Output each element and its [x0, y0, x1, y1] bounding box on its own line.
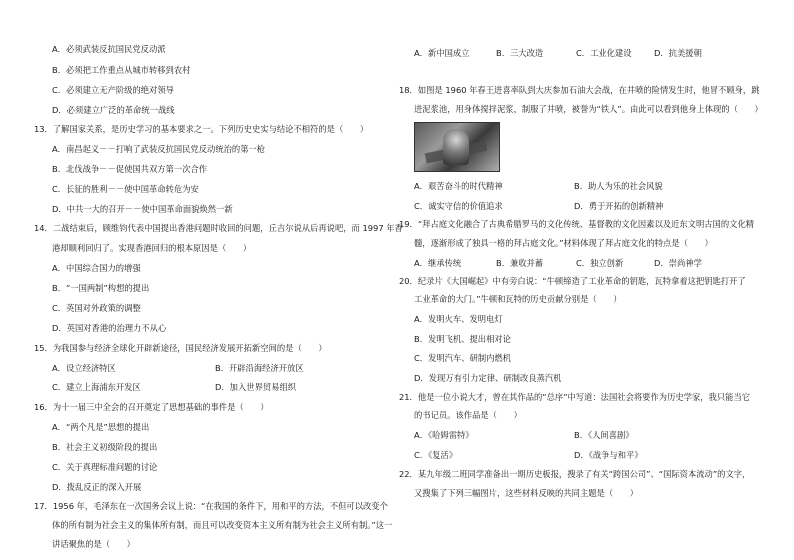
q19-stem-line2: 髓，逐渐形成了独具一格的拜占庭文化。”材料体现了拜占庭文化的特点是（ ）: [414, 238, 713, 248]
q17-option-b: B．三大改造: [496, 48, 544, 58]
q21-option-b: B．《人间喜剧》: [574, 430, 634, 440]
q20-option-a: A．发明火车、发明电灯: [414, 314, 503, 324]
q19-stem-line1: 19．“拜占庭文化融合了古典希腊罗马的文化传统、基督教的文化因素以及近东文明古国的文化精: [399, 219, 755, 229]
q14-stem-line1: 14．二战结束后，顾维钧代表中国提出香港问题时收回的问题，丘吉尔说从后再说吧，而 1997 年香: [34, 223, 403, 233]
q12-option-c: C．必须建立无产阶级的绝对领导: [52, 85, 174, 95]
q13-stem: 13．了解国家关系，是历史学习的基本要求之一。下列历史史实与结论不相符的是（ ）: [34, 124, 369, 134]
q15-option-a: A．设立经济特区: [52, 363, 116, 373]
q15-option-d: D．加入世界贸易组织: [215, 382, 297, 392]
q13-option-d: D．中共一大的召开－－使中国革命面貌焕然一新: [52, 204, 233, 214]
q18-option-b: B．助人为乐的社会风貌: [574, 181, 663, 191]
q16-option-a: A．“两个凡是”思想的提出: [52, 422, 150, 432]
q14-option-c: C．英国对外政策的调整: [52, 303, 141, 313]
q21-stem-line2: 的书记员。该作品是（ ）: [414, 410, 522, 420]
q17-stem-line2: 体的所有制为社会主义的集体所有制，而且可以改变资本主义所有制为社会主义所有制。”这一: [52, 520, 393, 530]
q20-option-d: D．发现万有引力定律、研制改良蒸汽机: [414, 373, 562, 383]
q13-option-b: B．北伐战争－－促使国共双方第一次合作: [52, 164, 208, 174]
q17-option-c: C．工业化建设: [576, 48, 632, 58]
q17-option-d: D．抗美援朝: [654, 48, 702, 58]
q15-option-c: C．建立上海浦东开发区: [52, 382, 141, 392]
q19-option-a: A．继承传统: [414, 258, 462, 268]
q20-option-c: C．发明汽车、研制内燃机: [414, 353, 512, 363]
q15-stem: 15．为我国参与经济全球化开辟新途径，国民经济发展开拓新空间的是（ ）: [34, 343, 327, 353]
q14-option-a: A．中国综合国力的增强: [52, 263, 141, 273]
q17-stem-line3: 讲话聚焦的是（ ）: [52, 539, 135, 549]
q17-option-a: A．新中国成立: [414, 48, 470, 58]
q18-stem-line2: 进泥浆池，用身体搅拌泥浆，制服了井喷，被誉为“铁人”。由此可以看到他身上体现的（ ）: [414, 104, 763, 114]
q12-option-a: A．必须武装反抗国民党反动派: [52, 44, 166, 54]
q12-option-b: B．必须把工作重点从城市转移到农村: [52, 65, 191, 75]
q21-option-a: A．《哈姆雷特》: [414, 430, 474, 440]
q14-stem-line2: 港却顺利回归了。实现香港回归的根本原因是（ ）: [52, 243, 252, 253]
q21-option-c: C．《复活》: [414, 450, 458, 460]
q12-option-d: D．必须建立广泛的革命统一战线: [52, 105, 175, 115]
q20-stem-line2: 工业革命的大门。”牛顿和瓦特的历史贡献分别是（ ）: [414, 294, 622, 304]
q18-stem-line1: 18．如图是 1960 年春王进喜率队到大庆参加石油大会战，在井喷的险情发生时，他冒不顾身，跳: [399, 85, 760, 95]
q19-option-d: D．崇尚神学: [654, 258, 702, 268]
wang-jinxi-photo: [414, 122, 500, 172]
q21-option-d: D．《战争与和平》: [574, 450, 643, 460]
q20-option-b: B．发明飞机、提出相对论: [414, 334, 511, 344]
q22-stem-line2: 又搜集了下列三幅图片，这些材料反映的共同主题是（ ）: [414, 488, 639, 498]
q22-stem-line1: 22．某九年级二班同学准备出一期历史板报，搜录了有关“跨国公司”、“国际资本流动”的文字，: [399, 469, 751, 479]
q14-option-b: B．“一国两制”构想的提出: [52, 283, 150, 293]
q16-option-d: D．拨乱反正的深入开展: [52, 482, 142, 492]
q18-option-c: C．诚实守信的价值追求: [414, 201, 503, 211]
q21-stem-line1: 21．他是一位小说大才，曾在其作品的“总序”中写道：法国社会将要作为历史学家，我只能当它: [399, 392, 751, 402]
q18-option-a: A．艰苦奋斗的时代精神: [414, 181, 503, 191]
q16-option-c: C．关于真理标准问题的讨论: [52, 462, 158, 472]
q13-option-c: C．长征的胜利－－使中国革命转危为安: [52, 184, 199, 194]
q18-option-d: D．勇于开拓的创新精神: [574, 201, 664, 211]
q17-stem-line1: 17．1956 年，毛泽东在一次国务会议上说：“在我国的条件下，用和平的方法，不但可以改变个: [34, 501, 388, 511]
q20-stem-line1: 20．纪录片《大国崛起》中有旁白说：“牛顿缔造了工业革命的钥匙，瓦特拿着这把钥匙打开了: [399, 276, 746, 286]
q19-option-c: C．独立创新: [576, 258, 624, 268]
q16-stem: 16．为十一届三中全会的召开奠定了思想基础的事件是（ ）: [34, 402, 269, 412]
q14-option-d: D．英国对香港的治理力不从心: [52, 323, 167, 333]
q19-option-b: B．兼收并蓄: [496, 258, 544, 268]
q15-option-b: B．开辟沿海经济开放区: [215, 363, 304, 373]
q13-option-a: A．南昌起义－－打响了武装反抗国民党反动统治的第一枪: [52, 144, 266, 154]
q16-option-b: B．社会主义初级阶段的提出: [52, 442, 158, 452]
